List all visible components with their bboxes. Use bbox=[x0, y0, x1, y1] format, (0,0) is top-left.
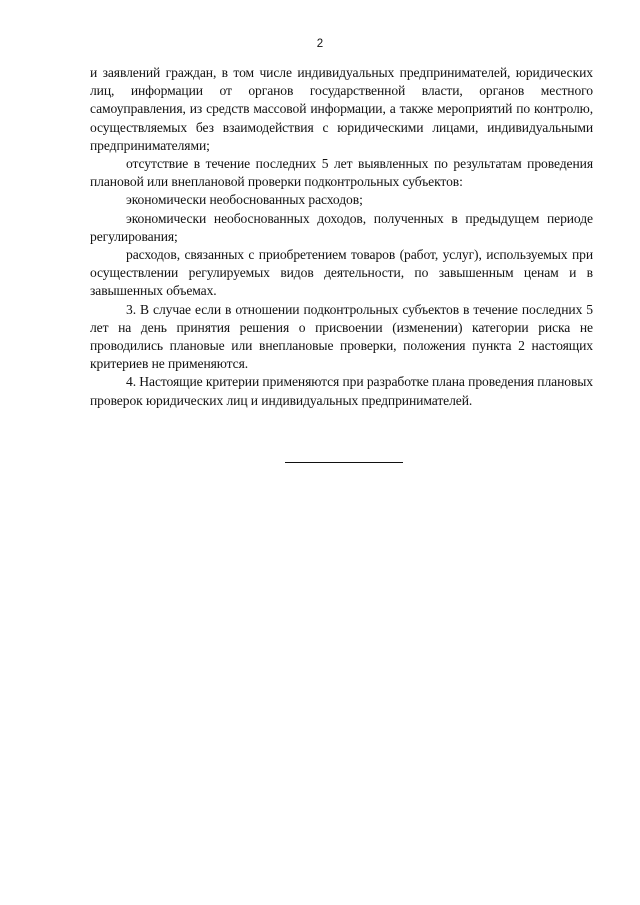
paragraph-continuation: и заявлений граждан, в том числе индивидуальных предпринимателей, юридических лиц, информации от органов государственной власти, органов местного самоуправления, из средств массовой информации, а также мероприятий по контролю, осуществляемых без взаимодействия с юридическими лицами, индивидуальными предпринимателями; bbox=[90, 65, 593, 153]
document-body bbox=[90, 64, 593, 410]
paragraph-unjustified-expenses: экономически необоснованных расходов; bbox=[126, 192, 363, 208]
paragraph-unjustified-income: экономически необоснованных доходов, полученных в предыдущем периоде регулирования; bbox=[90, 210, 593, 244]
paragraph-overpriced-purchases: расходов, связанных с приобретением товаров (работ, услуг), используемых при осуществлении регулируемых видов деятельности, по завышенным ценам и в завышенных объемах. bbox=[90, 247, 593, 299]
end-of-document-divider bbox=[285, 462, 403, 463]
paragraph-clause-3: 3. В случае если в отношении подконтрольных субъектов в течение последних 5 лет на день принятия решения о присвоении (изменении) категории риска не проводились плановые или внеплановые проверки, положения пункта 2 настоящих критериев не применяются. bbox=[90, 301, 593, 372]
paragraph-clause-4: 4. Настоящие критерии применяются при разработке плана проведения плановых проверок юридических лиц и индивидуальных предпринимателей. bbox=[90, 374, 593, 408]
paragraph-absence-of-violations: отсутствие в течение последних 5 лет выявленных по результатам проведения плановой или внеплановой проверки подконтрольных субъектов: bbox=[90, 156, 593, 190]
page-number: 2 bbox=[316, 38, 324, 50]
